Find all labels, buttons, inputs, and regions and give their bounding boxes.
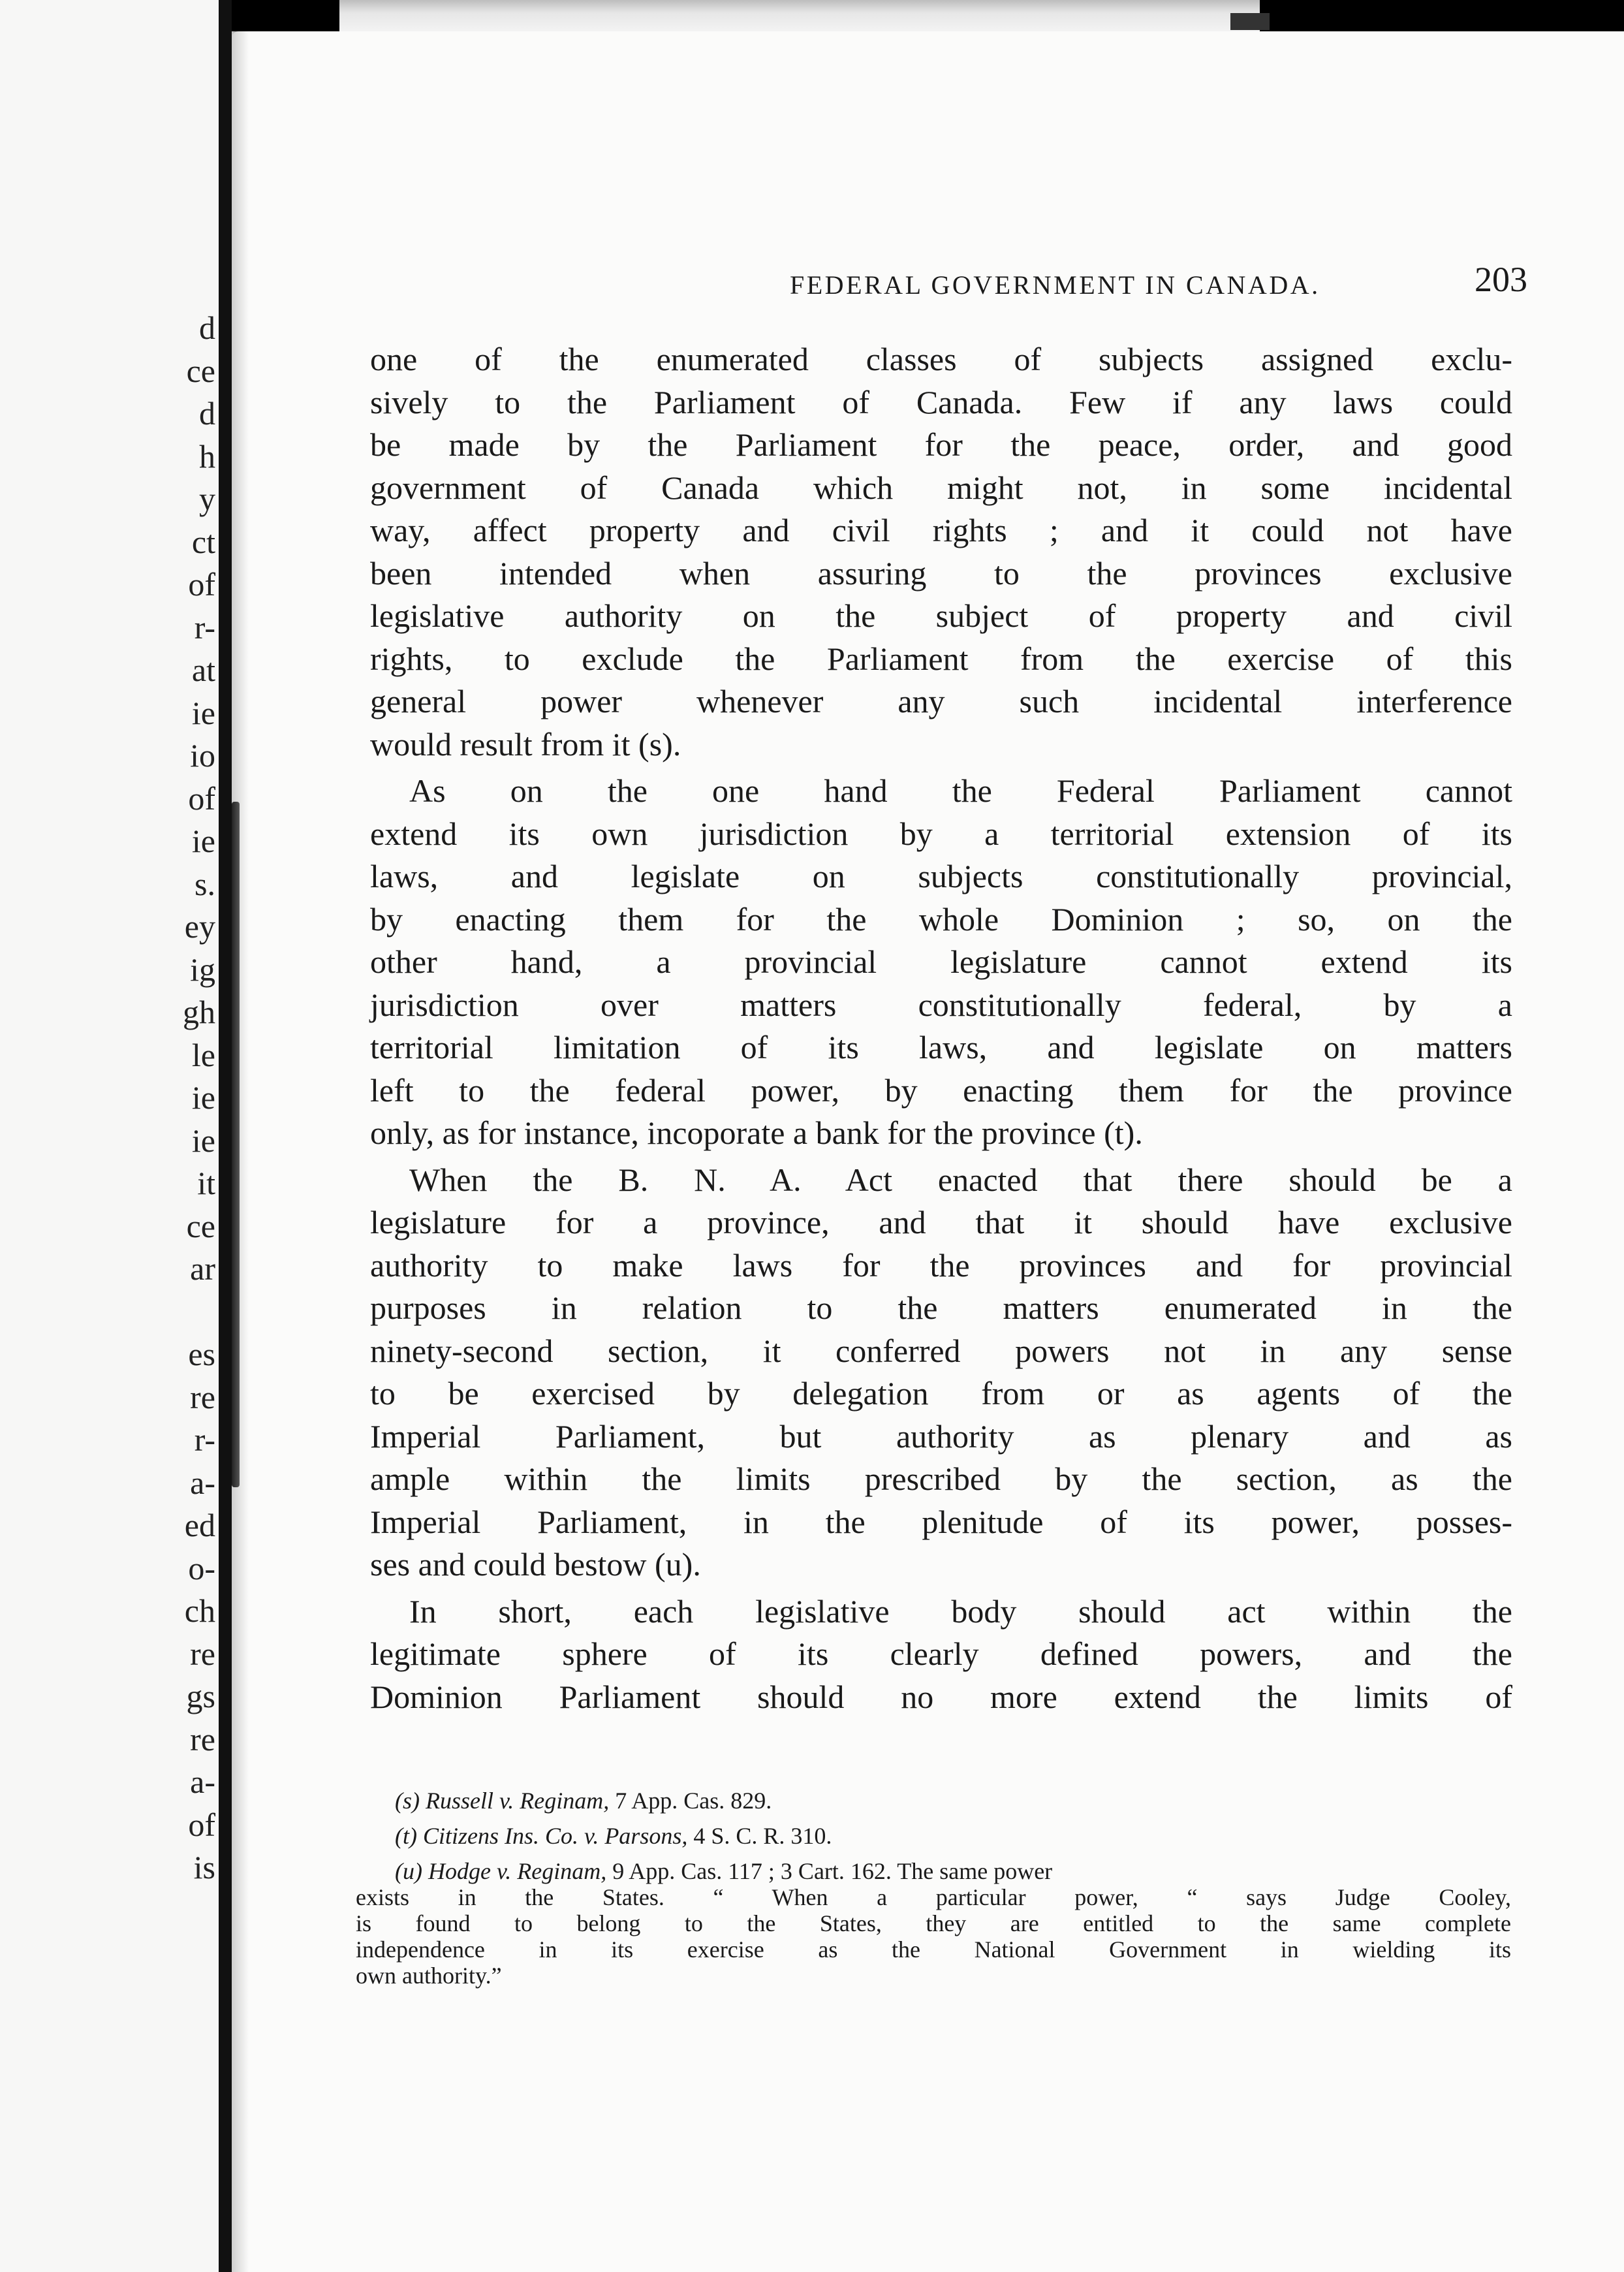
paragraph: [370, 770, 1512, 1155]
left-page-fragment: y: [199, 481, 215, 517]
footnote-case-name: Citizens Ins. Co. v. Parsons,: [422, 1823, 688, 1849]
text-line: ses and could bestow (u).: [370, 1546, 701, 1583]
left-page-fragment: at: [191, 652, 215, 688]
left-page-fragment: s.: [195, 865, 215, 902]
left-page-text-fragments: [0, 307, 215, 1889]
text-line: purposes in relation to the matters enumerated in the: [370, 1289, 1512, 1326]
left-page-fragment: ey: [184, 908, 215, 945]
text-line: laws, and legislate on subjects constitutionally provincial,: [370, 858, 1512, 894]
page-number: 203: [1475, 260, 1527, 299]
text-line: ample within the limits prescribed by the section, as the: [370, 1460, 1512, 1497]
left-page-fragment: o-: [188, 1549, 215, 1586]
running-title: FEDERAL GOVERNMENT IN CANADA.: [790, 270, 1320, 300]
text-line: legislative authority on the subject of property and civil: [370, 597, 1512, 634]
footnote-citation: 9 App. Cas. 117 ; 3 Cart. 162. The same power: [612, 1858, 1053, 1884]
body-text: [370, 338, 1512, 1718]
paragraph: [370, 1590, 1512, 1719]
text-line: Dominion Parliament should no more extend the limits of: [370, 1678, 1512, 1715]
left-page-fragment: gh: [183, 994, 215, 1030]
text-line: been intended when assuring to the provinces exclusive: [370, 554, 1512, 592]
left-page-fragment: gs: [186, 1678, 215, 1714]
scan-bed-strip: [339, 0, 1260, 31]
footnote-u-line: exists in the States. “ When a particular power, “ says Judge Cooley,: [356, 1884, 1511, 1910]
left-page-fragment: ie: [191, 1122, 215, 1159]
text-line: legislature for a province, and that it should have exclusive: [370, 1204, 1512, 1240]
text-line: extend its own jurisdiction by a territorial extension of its: [370, 815, 1512, 852]
footnote-t: [356, 1823, 1511, 1849]
book-page: [232, 31, 1624, 2272]
text-line: sively to the Parliament of Canada. Few if any laws could: [370, 383, 1512, 420]
text-line: authority to make laws for the provinces and for provincial: [370, 1246, 1512, 1284]
left-page-fragment: ie: [191, 1079, 215, 1116]
left-page-fragment: it: [197, 1165, 215, 1201]
text-line: only, as for instance, incoporate a bank for the province (t).: [370, 1114, 1143, 1151]
left-page-fragment: of: [188, 1806, 215, 1843]
left-page-fragment: ed: [184, 1507, 215, 1543]
left-page-fragment: ct: [191, 523, 215, 560]
left-page: [0, 0, 219, 2272]
left-page-fragment: h: [199, 437, 215, 475]
footnote-mark: (u): [395, 1858, 422, 1884]
left-page-fragment: a-: [190, 1464, 215, 1501]
left-page-fragment: a-: [190, 1763, 215, 1800]
text-line: general power whenever any such incidental interference: [370, 683, 1512, 719]
running-header: [555, 257, 1540, 302]
text-line: other hand, a provincial legislature cannot extend its: [370, 943, 1512, 980]
text-line: ninety-second section, it conferred powers not in any sense: [370, 1332, 1512, 1369]
footnote-citation: 4 S. C. R. 310.: [693, 1823, 832, 1849]
left-page-fragment: [0, 1291, 215, 1334]
left-page-fragment: ie: [191, 694, 215, 731]
left-page-fragment: ar: [190, 1250, 215, 1287]
left-page-fragment: r-: [194, 608, 215, 646]
text-line: one of the enumerated classes of subjects assigned exclu-: [370, 341, 1512, 377]
left-page-fragment: of: [188, 780, 215, 817]
left-page-fragment: io: [190, 737, 215, 774]
left-page-fragment: r-: [194, 1421, 215, 1458]
text-line: territorial limitation of its laws, and legislate on matters: [370, 1029, 1512, 1065]
paragraph: [370, 338, 1512, 766]
text-line: When the B. N. A. Act enacted that there should be a: [409, 1161, 1512, 1198]
left-page-fragment: le: [191, 1036, 215, 1073]
text-line: way, affect property and civil rights ; and it could not have: [370, 512, 1512, 548]
footnote-citation: 7 App. Cas. 829.: [615, 1788, 772, 1814]
left-page-fragment: ig: [190, 951, 215, 988]
text-line: rights, to exclude the Parliament from the exercise of this: [370, 640, 1512, 677]
left-page-fragment: es: [188, 1336, 215, 1372]
left-page-fragment: d: [199, 309, 215, 346]
page-gutter: [219, 0, 232, 2272]
footnote-s: [356, 1788, 1511, 1814]
text-line: Imperial Parliament, in the plenitude of its power, posses-: [370, 1503, 1512, 1540]
text-line: would result from it (s).: [370, 725, 681, 763]
text-line: government of Canada which might not, in some incidental: [370, 469, 1512, 506]
text-line: As on the one hand the Federal Parliament cannot: [409, 772, 1512, 809]
footnotes: [356, 1788, 1511, 1989]
text-line: In short, each legislative body should act within the: [409, 1592, 1512, 1630]
left-page-fragment: ie: [191, 823, 215, 859]
footnote-case-name: Russell v. Reginam,: [426, 1788, 610, 1814]
text-line: jurisdiction over matters constitutionally federal, by a: [370, 986, 1512, 1023]
footnote-u: [356, 1858, 1511, 1884]
footnote-u-line: is found to belong to the States, they are entitled to the same complete: [356, 1910, 1511, 1936]
left-page-fragment: re: [190, 1378, 215, 1415]
left-page-fragment: re: [190, 1720, 215, 1758]
footnote-mark: (t): [395, 1823, 417, 1849]
text-line: Imperial Parliament, but authority as plenary and as: [370, 1417, 1512, 1455]
footnote-u-line: independence in its exercise as the National Government in wielding its: [356, 1936, 1511, 1963]
text-line: to be exercised by delegation from or as agents of the: [370, 1375, 1512, 1412]
left-page-fragment: ce: [186, 1207, 215, 1244]
left-page-fragment: is: [193, 1849, 215, 1885]
text-line: legitimate sphere of its clearly defined powers, and the: [370, 1635, 1512, 1672]
footnote-u-line: own authority.”: [356, 1963, 502, 1989]
footnote-mark: (s): [395, 1788, 420, 1814]
left-page-fragment: of: [188, 566, 215, 603]
footnote-case-name: Hodge v. Reginam,: [428, 1858, 607, 1884]
text-line: be made by the Parliament for the peace, order, and good: [370, 426, 1512, 463]
paragraph: [370, 1159, 1512, 1586]
left-page-fragment: ce: [186, 352, 215, 389]
text-line: left to the federal power, by enacting them for the province: [370, 1071, 1512, 1109]
scan-bed-clip: [1230, 13, 1270, 30]
left-page-fragment: ch: [184, 1592, 215, 1629]
text-line: by enacting them for the whole Dominion ; so, on the: [370, 900, 1512, 938]
binding-edge: [232, 802, 240, 1487]
left-page-fragment: re: [190, 1635, 215, 1672]
left-page-fragment: d: [199, 395, 215, 432]
